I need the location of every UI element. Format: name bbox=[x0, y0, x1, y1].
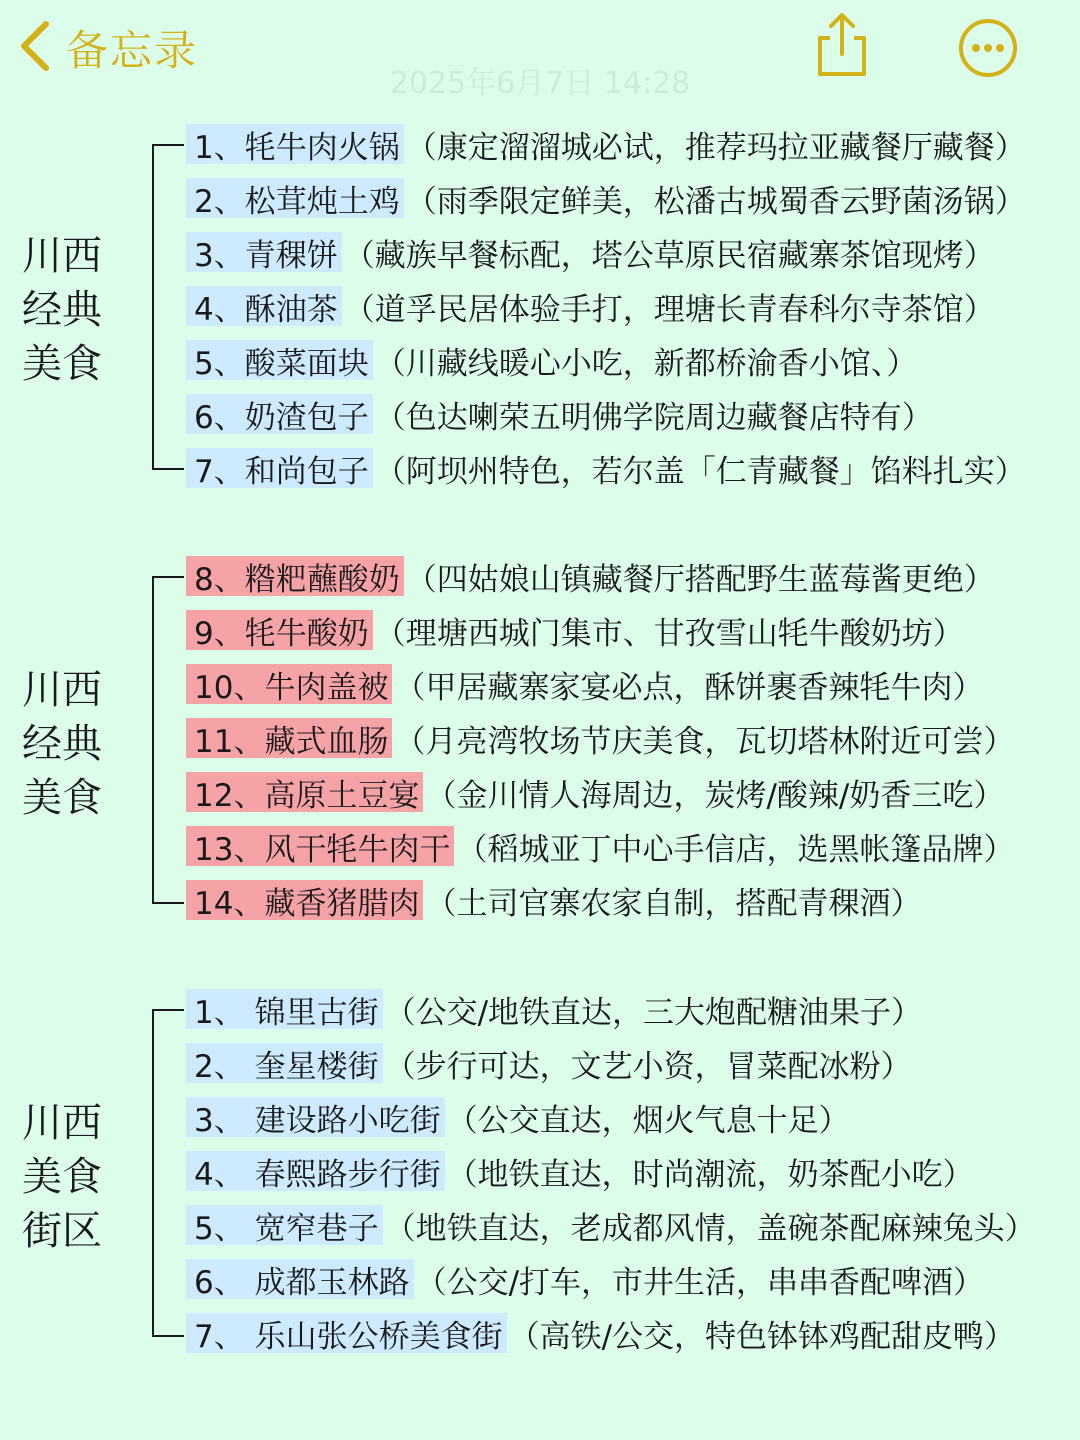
item-desc: （理塘西城门集市、甘孜雪山牦牛酸奶坊） bbox=[374, 615, 964, 652]
item-desc: （藏族早餐标配，塔公草原民宿藏寨茶馆现烤） bbox=[343, 237, 995, 274]
item-desc: （稻城亚丁中心手信店，选黑帐篷品牌） bbox=[456, 831, 1015, 868]
item-name: 3、 建设路小吃街 bbox=[186, 1097, 445, 1137]
item-desc: （月亮湾牧场节庆美食，瓦切塔林附近可尝） bbox=[394, 723, 1015, 760]
item-desc: （高铁/公交，特色钵钵鸡配甜皮鸭） bbox=[508, 1318, 1016, 1355]
item-desc: （公交/打车，市井生活，串串香配啤酒） bbox=[415, 1264, 985, 1301]
section-label-line: 街区 bbox=[22, 1208, 102, 1254]
item-name: 7、 乐山张公桥美食街 bbox=[186, 1313, 507, 1353]
list-item bbox=[186, 982, 922, 1036]
item-name: 8、糌粑蘸酸奶 bbox=[186, 556, 404, 596]
share-button[interactable] bbox=[812, 10, 872, 78]
item-desc: （康定溜溜城必试，推荐玛拉亚藏餐厅藏餐） bbox=[405, 129, 1026, 166]
list-item bbox=[186, 765, 1004, 819]
list-item bbox=[186, 333, 917, 387]
section-label-line: 美食 bbox=[22, 341, 102, 387]
item-name: 5、酸菜面块 bbox=[186, 340, 373, 380]
share-icon bbox=[812, 63, 872, 82]
item-desc: （金川情人海周边，炭烤/酸辣/奶香三吃） bbox=[425, 777, 1005, 814]
item-name: 11、藏式血肠 bbox=[186, 718, 392, 758]
section-bracket bbox=[152, 576, 184, 904]
list-item bbox=[186, 171, 1026, 225]
section-label bbox=[22, 1096, 112, 1258]
list-item bbox=[186, 1198, 1036, 1252]
item-name: 7、和尚包子 bbox=[186, 448, 373, 488]
item-desc: （地铁直达，老成都风情，盖碗茶配麻辣兔头） bbox=[384, 1210, 1036, 1247]
list-item bbox=[186, 711, 1014, 765]
section-label-line: 川西 bbox=[22, 1100, 102, 1146]
section-label-line: 美食 bbox=[22, 775, 102, 821]
section-label-line: 美食 bbox=[22, 1154, 102, 1200]
section-label bbox=[22, 229, 112, 391]
item-name: 10、牛肉盖被 bbox=[186, 664, 392, 704]
item-name: 1、 锦里古街 bbox=[186, 989, 383, 1029]
back-label: 备忘录 bbox=[66, 26, 199, 75]
item-desc: （川藏线暖心小吃，新都桥渝香小馆、） bbox=[374, 345, 918, 382]
list-item bbox=[186, 873, 921, 927]
list-item bbox=[186, 1252, 984, 1306]
list-item bbox=[186, 1306, 1015, 1360]
section-classic-food-1 bbox=[0, 117, 1080, 497]
section-classic-food-2 bbox=[0, 549, 1080, 929]
section-label-line: 经典 bbox=[22, 721, 102, 767]
list-item bbox=[186, 1036, 912, 1090]
item-desc: （公交直达，烟火气息十足） bbox=[446, 1102, 850, 1139]
item-desc: （土司官寨农家自制，搭配青稞酒） bbox=[425, 885, 922, 922]
item-desc: （雨季限定鲜美，松潘古城蜀香云野菌汤锅） bbox=[405, 183, 1026, 220]
item-name: 12、高原土豆宴 bbox=[186, 772, 423, 812]
list-item bbox=[186, 1144, 974, 1198]
list-item bbox=[186, 441, 1026, 495]
item-desc: （步行可达，文艺小资，冒菜配冰粉） bbox=[384, 1048, 912, 1085]
section-label-line: 经典 bbox=[22, 287, 102, 333]
list-item bbox=[186, 279, 995, 333]
item-name: 6、奶渣包子 bbox=[186, 394, 373, 434]
item-name: 6、 成都玉林路 bbox=[186, 1259, 414, 1299]
item-name: 2、 奎星楼街 bbox=[186, 1043, 383, 1083]
item-desc: （色达喇荣五明佛学院周边藏餐店特有） bbox=[374, 399, 933, 436]
item-desc: （公交/地铁直达，三大炮配糖油果子） bbox=[384, 994, 923, 1031]
list-item bbox=[186, 819, 1014, 873]
more-button[interactable] bbox=[956, 16, 1020, 80]
list-item bbox=[186, 657, 983, 711]
section-bracket bbox=[152, 144, 184, 470]
item-name: 2、松茸炖土鸡 bbox=[186, 178, 404, 218]
item-name: 3、青稞饼 bbox=[186, 232, 342, 272]
item-name: 14、藏香猪腊肉 bbox=[186, 880, 423, 920]
top-bar bbox=[0, 0, 1080, 110]
section-food-streets bbox=[0, 982, 1080, 1362]
item-name: 4、 春熙路步行街 bbox=[186, 1151, 445, 1191]
list-item bbox=[186, 117, 1026, 171]
section-label bbox=[22, 663, 112, 825]
item-desc: （阿坝州特色，若尔盖「仁青藏餐」馅料扎实） bbox=[374, 453, 1026, 490]
list-item bbox=[186, 603, 964, 657]
list-item bbox=[186, 549, 995, 603]
item-name: 5、 宽窄巷子 bbox=[186, 1205, 383, 1245]
item-name: 9、牦牛酸奶 bbox=[186, 610, 373, 650]
list-item bbox=[186, 387, 933, 441]
item-desc: （道孚民居体验手打，理塘长青春科尔寺茶馆） bbox=[343, 291, 995, 328]
note-date: 2025年6月7日 14:28 bbox=[389, 66, 691, 101]
item-desc: （四姑娘山镇藏餐厅搭配野生蓝莓酱更绝） bbox=[405, 561, 995, 598]
list-item bbox=[186, 1090, 850, 1144]
item-name: 4、酥油茶 bbox=[186, 286, 342, 326]
more-icon bbox=[956, 65, 1020, 84]
item-name: 13、风干牦牛肉干 bbox=[186, 826, 454, 866]
section-label-line: 川西 bbox=[22, 667, 102, 713]
item-desc: （地铁直达，时尚潮流，奶茶配小吃） bbox=[446, 1156, 974, 1193]
section-label-line: 川西 bbox=[22, 233, 102, 279]
section-bracket bbox=[152, 1009, 184, 1337]
list-item bbox=[186, 225, 995, 279]
item-name: 1、牦牛肉火锅 bbox=[186, 124, 404, 164]
item-desc: （甲居藏寨家宴必点，酥饼裹香辣牦牛肉） bbox=[394, 669, 984, 706]
